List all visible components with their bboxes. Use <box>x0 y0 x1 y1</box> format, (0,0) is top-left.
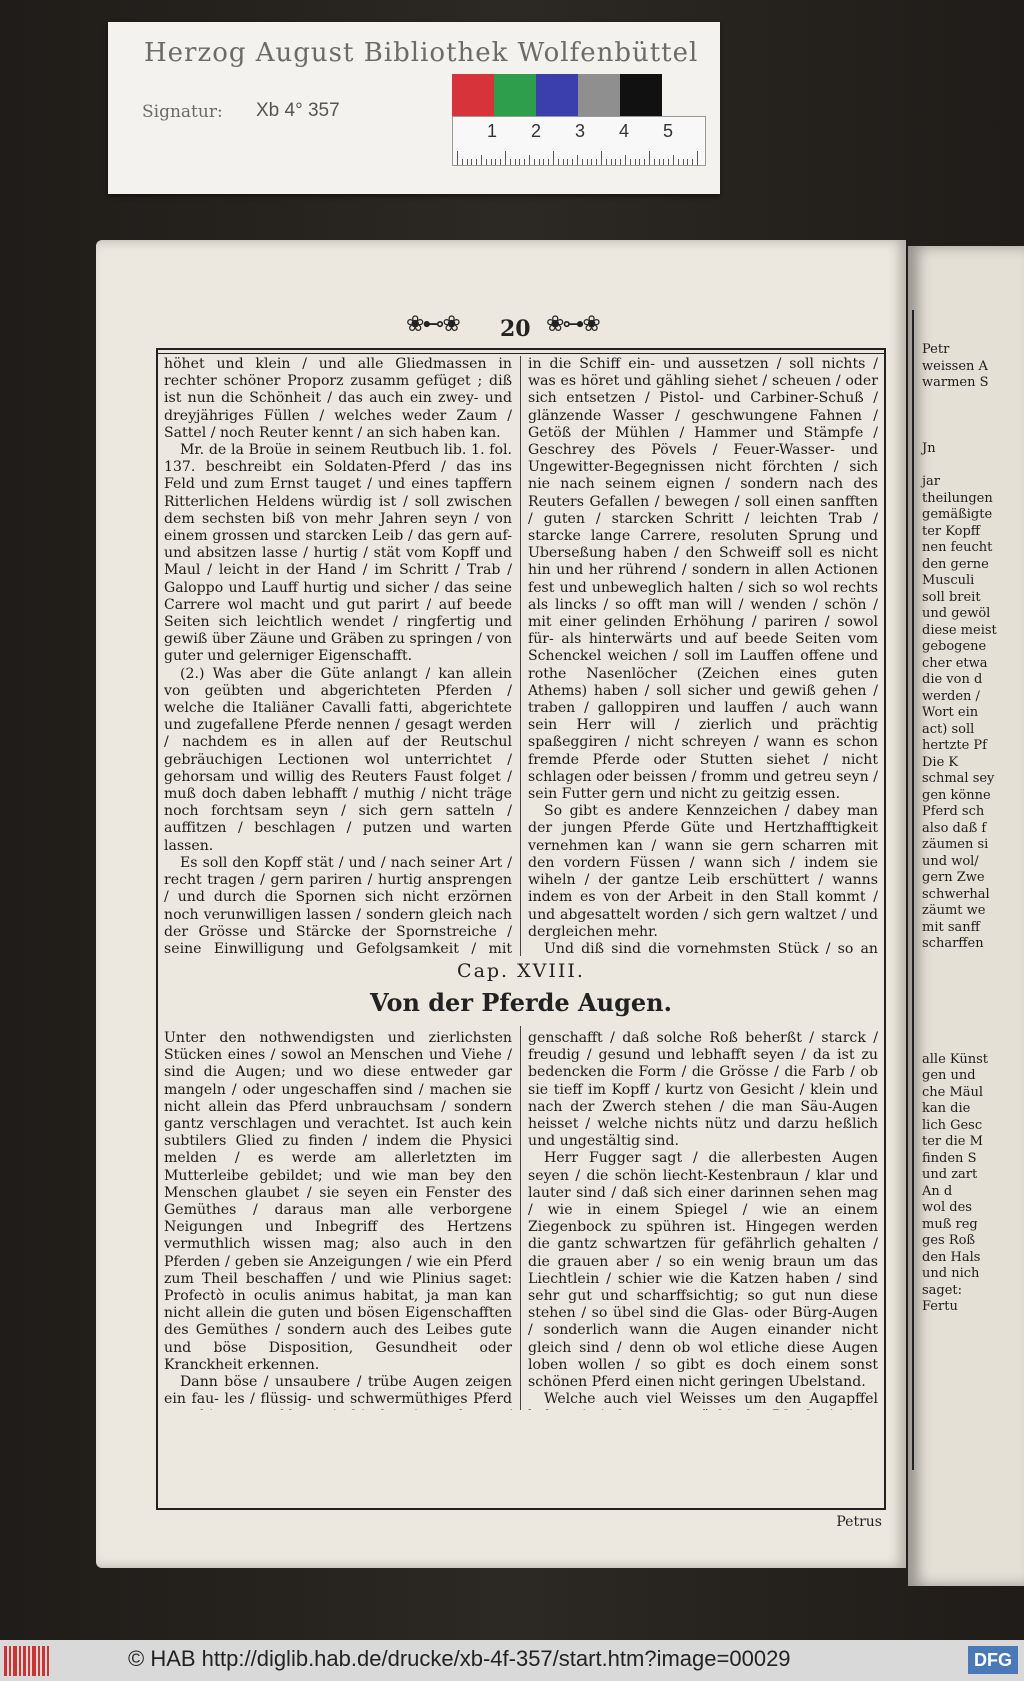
ruler-tick <box>692 159 693 165</box>
facing-page-line <box>922 986 1024 1003</box>
ruler-number: 4 <box>619 121 630 141</box>
facing-page-line: ter die M <box>922 1134 983 1149</box>
facing-page-line: zäumt we <box>922 903 986 918</box>
facing-page-line: wol des <box>922 1200 972 1215</box>
facing-page-line <box>922 1035 1024 1052</box>
ruler-tick <box>510 159 511 165</box>
paragraph: (2.) Was aber die Güte anlangt / kan allein von geübten und abgerichteten Pferden / welche die Italiäner Cavalli fatti, abgerichtete und zugefallene Pferde nennen / gesagt werden / nachdem es in allen auf der Reutschul gebräuchigen Lectionen wol unterrichtet / gehorsam und willig des Reuters Faust folget / muß doch daben lebhafft / muthig / nicht träge noch forchtsam seyn / sich gern satteln / auffitzen / beschlagen / putzen und warten lassen. <box>164 665 512 854</box>
color-swatch <box>536 74 578 116</box>
ruler-tick <box>567 159 568 165</box>
ruler-tick <box>697 151 698 165</box>
facing-page-line: gen könne <box>922 787 991 803</box>
ruler-tick <box>543 159 544 165</box>
ruler-tick <box>663 159 664 165</box>
facing-page-line: zäumen si <box>922 837 989 852</box>
facing-page-line <box>922 458 1024 475</box>
facing-page-line: kan die <box>922 1101 971 1116</box>
ruler-tick <box>505 151 506 165</box>
facing-page-line: theilungen <box>922 490 993 506</box>
ruler-tick <box>615 159 616 165</box>
dfg-logo: DFG <box>968 1646 1018 1674</box>
facing-page-rule <box>912 310 914 1470</box>
ruler-tick <box>687 159 688 165</box>
ruler-tick <box>515 159 516 165</box>
ruler-tick <box>591 159 592 165</box>
facing-page-text <box>922 342 1024 1316</box>
facing-page-line: gebogene <box>922 639 987 654</box>
column-divider-lower <box>520 1026 521 1410</box>
left-column-top <box>164 356 512 956</box>
paragraph: Und diß sind die vornehmsten Stück / so an <box>544 940 878 956</box>
barcode-icon <box>4 1646 51 1676</box>
ruler-tick <box>601 151 602 165</box>
facing-page-line <box>922 969 1024 986</box>
institution-name: Herzog August Bibliothek Wolfenbüttel <box>144 38 699 68</box>
facing-page-line: schwerhal <box>922 886 990 902</box>
facing-page-line: weissen A <box>922 358 988 374</box>
facing-page-line: gemäßigte <box>922 507 993 522</box>
right-column-bottom <box>528 1030 878 1410</box>
ruler-tick <box>644 159 645 165</box>
ruler-tick <box>534 159 535 165</box>
ruler-tick <box>620 159 621 165</box>
page-number: 20 <box>500 316 531 342</box>
paragraph: höhet und klein / und alle Gliedmassen in rechter schöner Proporz zusamm gefüget ; diß ist nun die Schönheit / das auch ein zwey- und dreyjähriges Füllen / welches weder Zaum / Sattel / noch Reuter kennt / an sich haben kan. <box>164 356 512 441</box>
facing-page-line: also daß f <box>922 820 987 836</box>
paragraph: Mr. de la Broüe in seinem Reutbuch lib. 1. fol. 137. beschreibt ein Soldaten-Pferd / das ins Feld und zum Ernst tauget / und eines tapffern Ritterlichen Heldens würdig ist / soll zwischen dem sechsten biß von mehr Jahren seyn / von einem grossen und starcken Leib / das gern auf- und absitzen lasse / hurtig / stät vom Kopff und Maul / leicht in der Hand / im Schritt / Trab / Galoppo und Lauff hurtig und sicher / das seine Carrere wol macht und gut parirt / auf beede Seiten sich leichtlich wendet / ringfertig und gewiß über Zäune und Gräben zu springen / von guter und gelerniger Eigenschafft. <box>164 442 512 665</box>
facing-page-line: und zart <box>922 1167 978 1182</box>
ruler-tick <box>519 159 520 165</box>
right-column-top <box>528 356 878 956</box>
column-divider <box>520 356 521 956</box>
ruler-tick <box>683 159 684 165</box>
ruler-number: 5 <box>663 121 674 141</box>
facing-page-line: nen feucht <box>922 540 993 555</box>
facing-page-line: warmen S <box>922 375 989 390</box>
signature-value: Xb 4° 357 <box>256 100 340 121</box>
color-swatch <box>452 74 494 116</box>
ruler-number: 2 <box>531 121 542 141</box>
facing-page-line: den Hals <box>922 1249 981 1265</box>
facing-page-line: jar <box>922 474 940 489</box>
page-frame <box>156 312 886 1560</box>
ruler-tick <box>500 159 501 165</box>
ruler-tick <box>524 159 525 165</box>
facing-page-line: An d <box>922 1183 953 1199</box>
paragraph: Es soll den Kopff stät / und / nach seiner Art / recht tragen / gern pariren / hurtig ansprengen / und durch die Spornen sich nicht erzörnen noch verunwilligen lassen / sondern gleich nach der Grösse und Stärcke der Spornstreiche / seine Einwilligung und Gefolgsamkeit / mit <box>164 854 512 956</box>
ruler-tick <box>668 159 669 165</box>
facing-page-line: scharffen <box>922 936 984 951</box>
catchword: Petrus <box>836 1514 882 1530</box>
facing-page <box>908 246 1024 1586</box>
ruler-tick <box>673 155 674 165</box>
signature-label: Signatur: <box>142 102 223 122</box>
ruler-tick <box>491 159 492 165</box>
color-swatch <box>578 74 620 116</box>
facing-page-line: che Mäul <box>922 1084 984 1100</box>
left-page <box>96 240 906 1568</box>
paragraph: Welche auch viel Weisses um den Augapffel <box>544 1391 878 1408</box>
ruler-tick <box>553 151 554 165</box>
facing-page-line: schmal sey <box>922 771 995 786</box>
facing-page-line: und nich <box>922 1266 980 1281</box>
ruler-tick <box>678 159 679 165</box>
ruler-tick <box>587 159 588 165</box>
paragraph: Herr Fugger sagt / die allerbesten Augen seyen / die schön liecht-Kestenbraun / klar und lauter sind / daß sich einer darinnen sehen mag / wie in einem Spiegel / wie an einem Ziegenbock zu spühren ist. Hingegen werden die gantz schwartzen für gefährlich gehalten / die grauen aber / so ein wenig braun um das Liechtlein / schier wie die Katzen haben / sind sehr gut und scharffsichtig; so gut nun diese stehen / so übel sind die Glas- oder Bürg-Augen / sonderlich wann die Augen einander nicht gleich sind / denn ob wol etliche diese Augen loben wollen / so gibt es doch einem sonst schönen Pferd einen nicht geringen Ubelstand. <box>528 1150 878 1391</box>
facing-page-line: und gewöl <box>922 606 991 621</box>
ruler-tick <box>611 159 612 165</box>
ruler-tick <box>635 159 636 165</box>
ruler-tick <box>558 159 559 165</box>
ruler-tick <box>486 159 487 165</box>
ruler-number: 1 <box>487 121 498 141</box>
copyright-url[interactable]: © HAB http://diglib.hab.de/drucke/xb-4f-357/start.htm?image=00029 <box>128 1646 791 1671</box>
ruler-number: 3 <box>575 121 586 141</box>
header-ornament-left: ❀⊷❀ <box>406 312 459 337</box>
facing-page-line: soll breit <box>922 589 981 605</box>
color-swatch <box>494 74 536 116</box>
facing-page-line: Fertu <box>922 1299 958 1314</box>
top-rule <box>156 348 886 354</box>
ruler-tick <box>659 159 660 165</box>
facing-page-line: Wort ein <box>922 705 979 720</box>
facing-page-line: lich Gesc <box>922 1117 983 1133</box>
header-ornament-right: ❀⊶❀ <box>546 312 599 337</box>
ruler-tick <box>596 159 597 165</box>
facing-page-line: den gerne <box>922 556 989 572</box>
facing-page-line: gern Zwe <box>922 870 985 885</box>
right-rule <box>884 348 886 1508</box>
ruler-tick <box>563 159 564 165</box>
paragraph: genschafft / daß solche Roß beherßt / starck / freudig / gesund und lebhafft seyen / da ist zu bedencken die Form / die Grösse / die Farb / ob sie tieff im Kopff / kurtz von Gesicht / klein und nach der Zwerch stehen / die man Säu-Augen heisset / welche nichts nütz und darzu heßlich und ungestältig sind. <box>528 1030 878 1150</box>
ruler-tick <box>467 159 468 165</box>
facing-page-line <box>922 1002 1024 1019</box>
ruler-tick <box>462 159 463 165</box>
chapter-title: Von der Pferde Augen. <box>370 988 672 1017</box>
color-chart <box>452 74 662 116</box>
facing-page-line: finden S <box>922 1150 977 1166</box>
paragraph: in die Schiff ein- und aussetzen / soll nichts / was es höret und gähling siehet / scheuen / oder sich entsetzen / Pistol- und Carbiner-Schuß / glänzende Wasser / geschwungene Fahnen / Getöß der Mühlen / Hammer und Stämpfe / Geschrey des Pövels / Feuer-Wasser- und Ungewitter-Begegnissen nicht förchten / sich nie nach seinem eignen / sondern nach des Reuters Gefallen / bewegen / soll einen sanfften / guten / starcken Schritt / leichten Trab / starcke lange Carrere, resoluten Sprung und Uberseßung haben / den Schweiff soll es nicht hin und her rührend / sondern in allen Actionen fest und unbeweglich halten / sich so wol rechts als lincks / so offt man will / wenden / schön / mit einer gelinden Erhöhung / pariren / sowol für- als hinterwärts und auf beede Seiten vom Schenckel weichen / soll im Lauffen offene und rothe Nasenlöcher (Zeichen eines guten Athems) haben / soll sicher und gewiß gehen / traben / galloppiren und lauffen / auch wann sein Herr will / zierlich und prächtig spaßeggiren / nicht schreyen / wann es schon fremde Pferde oder Stutten siehet / nicht schlagen oder beissen / fromm und getreu seyn / sein Futter gern und nicht zu geitzig essen. <box>528 356 878 803</box>
facing-page-line: act) soll <box>922 721 975 737</box>
ruler-tick <box>630 159 631 165</box>
facing-page-line: hertzte Pf <box>922 738 987 753</box>
ruler-tick <box>582 159 583 165</box>
ruler-tick <box>481 155 482 165</box>
facing-page-line: Musculi <box>922 573 975 588</box>
facing-page-line: cher etwa <box>922 655 988 671</box>
left-rule <box>156 348 158 1508</box>
ruler-tick <box>639 159 640 165</box>
left-column-bottom <box>164 1030 512 1410</box>
facing-page-line: saget: <box>922 1282 963 1298</box>
facing-page-line: die von d <box>922 672 983 687</box>
facing-page-line: ges Roß <box>922 1233 976 1248</box>
facing-page-line: gen und <box>922 1068 976 1083</box>
facing-page-line <box>922 425 1024 442</box>
ruler-tick <box>606 159 607 165</box>
facing-page-line: werden / <box>922 688 980 704</box>
facing-page-line <box>922 408 1024 425</box>
ruler-tick <box>654 159 655 165</box>
facing-page-line: Petr <box>922 342 950 357</box>
scale-ruler <box>452 116 706 166</box>
ruler-tick <box>495 159 496 165</box>
chapter-label: Cap. XVIII. <box>457 960 585 982</box>
facing-page-line: Jn <box>922 441 936 456</box>
paragraph-dropcap: Unter den nothwendigsten und zierlichsten Stücken eines / sowol an Menschen und Viehe / sind die Augen; und wo diese entweder gar mangeln / oder ungeschaffen sind / machen sie nicht allein das Pferd unbrauchsam / sondern gantz verschlagen und verachtet. Ist auch kein subtilers Glied zu finden / indem die Physici melden / es werde am allerletzten im Mutterleibe gebildet; und wie man bey den Menschen glaubet / sie seyen ein Fenster des Gemüthes / daraus man alle verborgene Neigungen und Inbegriff des Hertzens vermuthlich wissen mag; also auch in den Pferden / geben sie Anzeigungen / wie ein Pferd zum Theil beschaffen / und wie Plinius saget: Profectò in oculis animus habitat, ja man kan nicht allein die guten und bösen Eigenschafften des Gemüthes / sondern auch des Leibes gute und böse Disposition, Gesundheit oder Kranckheit erkennen. <box>164 1030 512 1373</box>
ruler-tick <box>625 155 626 165</box>
library-slip <box>108 22 720 194</box>
facing-page-line: Die K <box>922 754 959 770</box>
ruler-tick <box>548 159 549 165</box>
facing-page-line <box>922 1019 1024 1036</box>
bottom-rule <box>156 1508 886 1510</box>
footer-bar <box>0 1640 1024 1681</box>
ruler-tick <box>649 151 650 165</box>
facing-page-line: alle Künst <box>922 1051 988 1067</box>
ruler-tick <box>476 159 477 165</box>
facing-page-line: muß reg <box>922 1216 978 1232</box>
ruler-tick <box>529 155 530 165</box>
facing-page-line <box>922 953 1024 970</box>
facing-page-line: diese meist <box>922 622 997 638</box>
facing-page-line: Pferd sch <box>922 804 985 819</box>
facing-page-line: ter Kopff <box>922 523 981 539</box>
paragraph: So gibt es andere Kennzeichen / dabey man der jungen Pferde Güte und Hertzhafftigkeit vernehmen kan / wann sie gern scharren mit den vordern Füssen / wann sich / indem sie wiheln / der gantze Leib erschüttert / wanns indem es von der Arbeit in den Stall kommt / und abgesattelt worden / sich gern waltzet / und dergleichen mehr. <box>528 803 878 940</box>
ruler-tick <box>572 159 573 165</box>
paragraph: Dann böse / unsaubere / trübe Augen zeigen ein fau- les / flüssig- und schwermüthiges Pferd <box>164 1374 512 1408</box>
ruler-tick <box>539 159 540 165</box>
ruler-tick <box>577 155 578 165</box>
ruler-tick <box>471 159 472 165</box>
ruler-tick <box>457 151 458 165</box>
facing-page-line <box>922 392 1024 409</box>
color-swatch <box>620 74 662 116</box>
facing-page-line: mit sanff <box>922 919 980 935</box>
facing-page-line: und wol/ <box>922 853 979 869</box>
